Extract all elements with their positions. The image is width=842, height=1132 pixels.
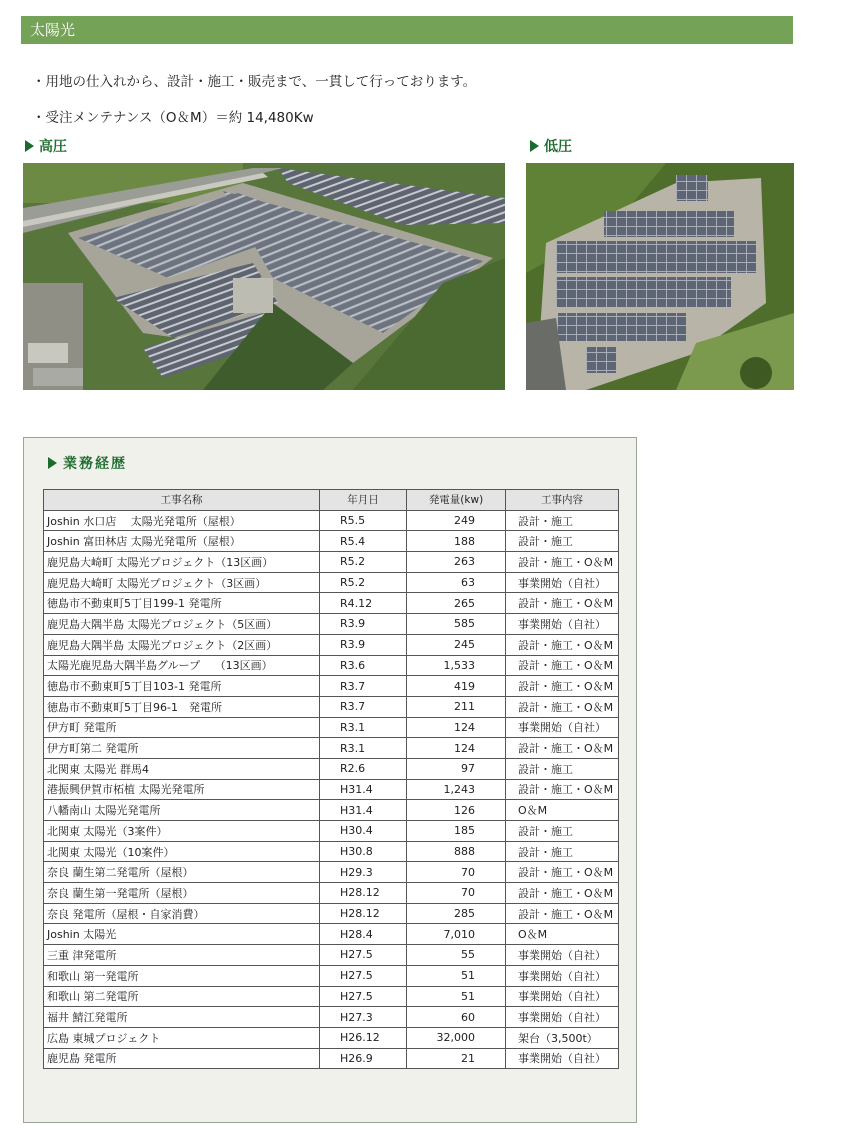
cell-project: 徳島市不動東町5丁目199-1 発電所 [44,593,320,614]
cell-work: 事業開始（自社） [506,986,619,1007]
cell-project: 鹿児島大隅半島 太陽光プロジェクト（5区画） [44,614,320,635]
cell-date: R5.2 [320,552,407,573]
cell-power: 124 [407,738,506,759]
cell-project: 鹿児島大崎町 太陽光プロジェクト（3区画） [44,572,320,593]
cell-power: 60 [407,1007,506,1028]
cell-power: 126 [407,800,506,821]
column-header-work: 工事内容 [506,490,619,511]
cell-power: 1,243 [407,779,506,800]
cell-work: 設計・施工 [506,531,619,552]
cell-project: Joshin 水口店 太陽光発電所（屋根） [44,510,320,531]
cell-date: H27.5 [320,965,407,986]
cell-project: 福井 鯖江発電所 [44,1007,320,1028]
triangle-right-icon [48,457,57,469]
cell-work: 設計・施工・O＆M [506,696,619,717]
cell-work: 設計・施工・O＆M [506,634,619,655]
table-row [44,1048,619,1069]
table-row [44,924,619,945]
cell-power: 265 [407,593,506,614]
table-row [44,572,619,593]
cell-power: 263 [407,552,506,573]
cell-date: R2.6 [320,758,407,779]
cell-date: R3.7 [320,696,407,717]
cell-date: H28.4 [320,924,407,945]
cell-date: H27.5 [320,945,407,966]
cell-work: O＆M [506,800,619,821]
cell-power: 124 [407,717,506,738]
table-row [44,800,619,821]
cell-power: 1,533 [407,655,506,676]
cell-date: R3.9 [320,614,407,635]
cell-project: 三重 津発電所 [44,945,320,966]
cell-project: 太陽光鹿児島大隅半島グループ （13区画） [44,655,320,676]
cell-date: H28.12 [320,883,407,904]
table-row [44,1007,619,1028]
cell-power: 70 [407,883,506,904]
cell-work: 設計・施工・O＆M [506,903,619,924]
cell-power: 211 [407,696,506,717]
cell-date: H26.12 [320,1027,407,1048]
table-row [44,945,619,966]
bullet-maintenance: ・受注メンテナンス（O＆M）＝約 14,480Kw [32,110,314,126]
cell-power: 51 [407,986,506,1007]
table-row [44,655,619,676]
triangle-right-icon [530,140,539,152]
cell-work: 設計・施工・O＆M [506,655,619,676]
table-row [44,510,619,531]
cell-date: R4.12 [320,593,407,614]
business-history-panel [23,437,637,1123]
cell-date: R3.7 [320,676,407,697]
low-voltage-photo [526,163,794,390]
cell-project: 和歌山 第一発電所 [44,965,320,986]
table-row [44,862,619,883]
cell-work: 事業開始（自社） [506,1048,619,1069]
cell-power: 70 [407,862,506,883]
cell-work: 事業開始（自社） [506,965,619,986]
cell-power: 188 [407,531,506,552]
table-row [44,593,619,614]
cell-work: 設計・施工 [506,758,619,779]
cell-date: H30.8 [320,841,407,862]
cell-power: 55 [407,945,506,966]
cell-work: 設計・施工 [506,510,619,531]
cell-work: 設計・施工・O＆M [506,779,619,800]
cell-project: 北関東 太陽光 群馬4 [44,758,320,779]
table-row [44,841,619,862]
column-header-project: 工事名称 [44,490,320,511]
table-row [44,676,619,697]
section-title-bar: 太陽光 [21,16,793,44]
column-header-power: 発電量(kw) [407,490,506,511]
cell-work: 設計・施工・O＆M [506,552,619,573]
cell-project: 伊方町 発電所 [44,717,320,738]
table-row [44,903,619,924]
cell-power: 63 [407,572,506,593]
cell-power: 97 [407,758,506,779]
cell-project: 徳島市不動東町5丁目96-1 発電所 [44,696,320,717]
cell-date: H27.3 [320,1007,407,1028]
table-row [44,531,619,552]
cell-project: 鹿児島 発電所 [44,1048,320,1069]
cell-date: H29.3 [320,862,407,883]
table-row [44,738,619,759]
table-row [44,614,619,635]
table-row [44,779,619,800]
cell-project: Joshin 富田林店 太陽光発電所（屋根） [44,531,320,552]
cell-project: 鹿児島大崎町 太陽光プロジェクト（13区画） [44,552,320,573]
cell-power: 32,000 [407,1027,506,1048]
high-voltage-photo [23,163,505,390]
subheading-low-label: 低圧 [544,139,572,155]
table-header-row [44,490,619,511]
history-title [48,453,127,473]
bullet-intro: ・用地の仕入れから、設計・施工・販売まで、一貫して行っております。 [32,74,477,90]
table-row [44,986,619,1007]
cell-project: 奈良 発電所（屋根・自家消費） [44,903,320,924]
cell-project: 奈良 蘭生第一発電所（屋根） [44,883,320,904]
subheading-high-voltage [25,136,67,156]
cell-work: 事業開始（自社） [506,945,619,966]
cell-work: 架台（3,500t） [506,1027,619,1048]
cell-power: 419 [407,676,506,697]
cell-date: R5.2 [320,572,407,593]
cell-project: 北関東 太陽光（10案件） [44,841,320,862]
table-row [44,634,619,655]
cell-date: R5.5 [320,510,407,531]
cell-power: 7,010 [407,924,506,945]
history-title-label: 業務経歴 [63,456,127,472]
cell-date: H26.9 [320,1048,407,1069]
cell-date: R5.4 [320,531,407,552]
cell-work: 事業開始（自社） [506,614,619,635]
cell-project: 港振興伊賀市柘植 太陽光発電所 [44,779,320,800]
cell-date: H30.4 [320,821,407,842]
column-header-date: 年月日 [320,490,407,511]
cell-power: 888 [407,841,506,862]
cell-project: Joshin 太陽光 [44,924,320,945]
triangle-right-icon [25,140,34,152]
cell-work: 設計・施工・O＆M [506,738,619,759]
table-row [44,717,619,738]
cell-power: 285 [407,903,506,924]
cell-date: H28.12 [320,903,407,924]
cell-power: 185 [407,821,506,842]
table-row [44,696,619,717]
cell-date: H31.4 [320,800,407,821]
cell-work: 設計・施工 [506,841,619,862]
cell-date: H27.5 [320,986,407,1007]
cell-date: R3.1 [320,717,407,738]
cell-work: 事業開始（自社） [506,572,619,593]
subheading-high-label: 高圧 [39,139,67,155]
cell-project: 広島 東城プロジェクト [44,1027,320,1048]
cell-project: 鹿児島大隅半島 太陽光プロジェクト（2区画） [44,634,320,655]
cell-work: 設計・施工・O＆M [506,862,619,883]
cell-power: 51 [407,965,506,986]
cell-work: 設計・施工・O＆M [506,883,619,904]
cell-project: 北関東 太陽光（3案件） [44,821,320,842]
table-row [44,552,619,573]
cell-project: 和歌山 第二発電所 [44,986,320,1007]
cell-power: 585 [407,614,506,635]
history-table [43,489,619,1069]
cell-project: 徳島市不動東町5丁目103-1 発電所 [44,676,320,697]
table-row [44,1027,619,1048]
cell-date: H31.4 [320,779,407,800]
cell-work: 設計・施工・O＆M [506,676,619,697]
cell-project: 奈良 蘭生第二発電所（屋根） [44,862,320,883]
cell-work: 事業開始（自社） [506,717,619,738]
cell-power: 245 [407,634,506,655]
cell-work: 設計・施工・O＆M [506,593,619,614]
cell-date: R3.1 [320,738,407,759]
cell-power: 21 [407,1048,506,1069]
cell-project: 伊方町第二 発電所 [44,738,320,759]
table-row [44,965,619,986]
cell-work: 設計・施工 [506,821,619,842]
cell-date: R3.6 [320,655,407,676]
subheading-low-voltage [530,136,572,156]
cell-work: 事業開始（自社） [506,1007,619,1028]
cell-work: O＆M [506,924,619,945]
table-row [44,821,619,842]
cell-project: 八幡南山 太陽光発電所 [44,800,320,821]
table-row [44,883,619,904]
cell-power: 249 [407,510,506,531]
cell-date: R3.9 [320,634,407,655]
table-row [44,758,619,779]
